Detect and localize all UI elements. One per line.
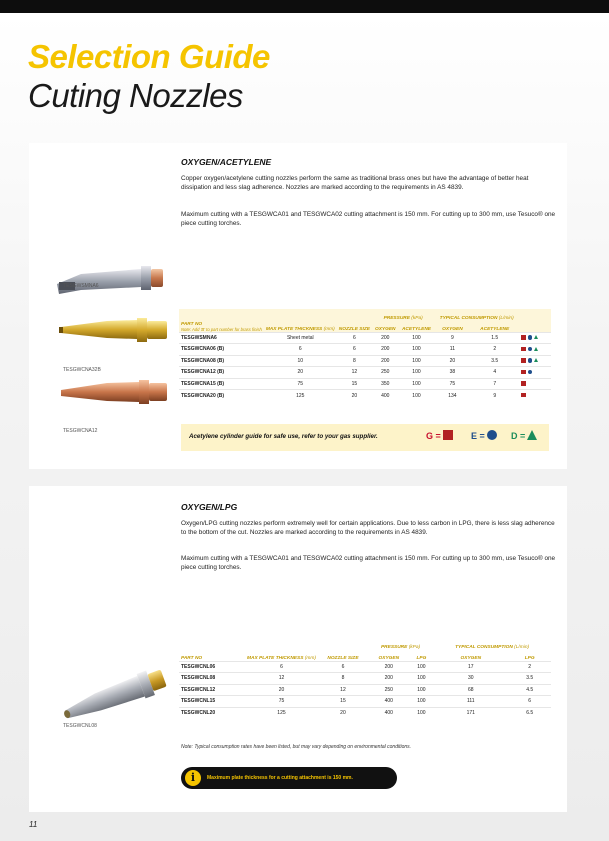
cell-part: TESGWCNA12 (B) xyxy=(179,367,264,379)
legend-d xyxy=(511,430,537,441)
table-row xyxy=(179,707,551,719)
table-row xyxy=(179,344,551,356)
cell-p-oxy: 200 xyxy=(368,661,410,673)
square-icon xyxy=(521,381,526,386)
col-max-unit: (mm) xyxy=(304,655,316,661)
col-lpg: LPG xyxy=(416,655,427,661)
cell-p-lpg: 100 xyxy=(410,661,434,673)
cell-size: 6 xyxy=(318,661,368,673)
table-row xyxy=(179,378,551,390)
cell-size: 8 xyxy=(337,355,372,367)
cell-max: 20 xyxy=(245,684,318,696)
cell-part: TESGWCNL08 xyxy=(179,673,245,685)
top-bar xyxy=(0,0,609,13)
cell-c-lpg: 6.5 xyxy=(508,707,551,719)
table-row xyxy=(179,661,551,673)
nozzle-label: TESGWCNA32B xyxy=(63,367,101,373)
cell-part: TESGWCNA08 (B) xyxy=(179,355,264,367)
cell-size: 15 xyxy=(318,696,368,708)
cell-c-ace: 7 xyxy=(470,378,519,390)
col-acetylene: ACETYLENE xyxy=(401,326,431,332)
cell-size: 12 xyxy=(318,684,368,696)
legend-e xyxy=(471,430,497,441)
cell-p-ace: 100 xyxy=(399,367,435,379)
cell-max: 125 xyxy=(245,707,318,719)
acetylene-paragraph-1: Copper oxygen/acetylene cutting nozzles perform the same as traditional brass ones but have the advantage of better heat dissipation and less slag adherence. Nozzles are marked according to the requirements in AS 4839. xyxy=(181,175,529,191)
cell-size: 20 xyxy=(337,390,372,402)
cell-size: 6 xyxy=(337,344,372,356)
cell-c-lpg: 6 xyxy=(508,696,551,708)
cell-c-oxy: 9 xyxy=(434,332,470,344)
col-consumption: TYPICAL CONSUMPTION xyxy=(455,644,513,650)
acetylene-table xyxy=(179,309,551,401)
cell-size: 8 xyxy=(318,673,368,685)
square-icon xyxy=(521,347,526,352)
col-part: PART NO xyxy=(181,655,203,661)
col-pressure: PRESSURE xyxy=(383,315,410,321)
col-consumption: TYPICAL CONSUMPTION xyxy=(439,315,498,321)
cell-c-oxy: 75 xyxy=(434,378,470,390)
cylinder-icons xyxy=(519,390,551,402)
triangle-icon xyxy=(534,347,538,351)
table-row xyxy=(179,332,551,344)
cell-part: TESGWSMNA6 xyxy=(179,332,264,344)
nozzle-label: TESGWSMNA6 xyxy=(63,283,99,289)
cell-p-oxy: 200 xyxy=(372,344,399,356)
cell-p-oxy: 400 xyxy=(372,390,399,402)
cell-c-ace: 2 xyxy=(470,344,519,356)
square-icon xyxy=(443,430,453,440)
col-oxygen: OXYGEN xyxy=(442,326,463,332)
cell-size: 12 xyxy=(337,367,372,379)
cell-p-oxy: 250 xyxy=(372,367,399,379)
table-row xyxy=(179,696,551,708)
cell-c-oxy: 38 xyxy=(434,367,470,379)
circle-icon xyxy=(528,370,533,375)
lpg-paragraph-2: Maximum cutting with a TESGWCA01 and TESGWCA02 cutting attachment is 150 mm. For cutting up to 300 mm, use Tesuco® one piece cutting torches. xyxy=(181,555,556,571)
nozzle-cnl08-image xyxy=(57,666,177,726)
info-banner xyxy=(181,767,397,789)
col-consumption-unit: (L/min) xyxy=(514,644,530,650)
cell-p-ace: 100 xyxy=(399,378,435,390)
cylinder-guide-bar xyxy=(181,424,549,451)
table-row xyxy=(179,367,551,379)
square-icon xyxy=(521,335,526,340)
circle-icon xyxy=(487,430,497,440)
legend-g xyxy=(426,430,453,441)
cell-max: 75 xyxy=(264,378,337,390)
col-max: MAX PLATE THICKNESS xyxy=(265,326,323,332)
page-subtitle: Cuting Nozzles xyxy=(28,77,243,114)
acetylene-section xyxy=(29,143,567,469)
cylinder-icons xyxy=(519,355,551,367)
cell-max: 125 xyxy=(264,390,337,402)
cell-p-oxy: 400 xyxy=(368,707,410,719)
cell-part: TESGWCNA15 (B) xyxy=(179,378,264,390)
acetylene-heading: OXYGEN/ACETYLENE xyxy=(181,157,272,167)
legend-d-label: D = xyxy=(511,431,526,441)
lpg-paragraph-1: Oxygen/LPG cutting nozzles perform extremely well for certain applications. Due to less carbon in LPG, there is less slag adherence to the bottom of the cut. Nozzles are marked according to the requirements in AS 4839. xyxy=(181,520,555,536)
cell-c-oxy: 17 xyxy=(433,661,508,673)
nozzle-cna12-image xyxy=(57,377,173,407)
cell-c-lpg: 3.5 xyxy=(508,673,551,685)
cell-size: 20 xyxy=(318,707,368,719)
consumption-note: Note: Typical consumption rates have been listed, but may vary depending on environmental conditions. xyxy=(181,744,412,750)
cell-c-oxy: 134 xyxy=(434,390,470,402)
cylinder-icons xyxy=(519,378,551,390)
cell-p-ace: 100 xyxy=(399,355,435,367)
square-icon xyxy=(521,393,526,398)
cell-max: 12 xyxy=(245,673,318,685)
col-part: PART NO xyxy=(181,321,203,327)
cell-c-oxy: 68 xyxy=(433,684,508,696)
square-icon xyxy=(521,358,526,363)
col-size: NOZZLE SIZE xyxy=(338,326,370,332)
cell-c-ace: 9 xyxy=(470,390,519,402)
table-row xyxy=(179,390,551,402)
table-row xyxy=(179,673,551,685)
circle-icon xyxy=(528,335,533,340)
triangle-icon xyxy=(527,430,537,440)
cell-p-lpg: 100 xyxy=(410,673,434,685)
col-max-unit: (mm) xyxy=(323,326,335,332)
nozzle-label: TESGWCNA12 xyxy=(63,428,98,434)
col-max: MAX PLATE THICKNESS xyxy=(247,655,304,661)
cell-p-oxy: 200 xyxy=(368,673,410,685)
cell-part: TESGWCNL15 xyxy=(179,696,245,708)
cell-max: Sheet metal xyxy=(264,332,337,344)
circle-icon xyxy=(528,347,533,352)
lpg-table xyxy=(179,638,551,719)
lpg-heading: OXYGEN/LPG xyxy=(181,502,238,512)
info-banner-text: Maximum plate thickness for a cutting attachment is 150 mm. xyxy=(207,775,353,781)
cell-p-oxy: 350 xyxy=(372,378,399,390)
cell-c-oxy: 30 xyxy=(433,673,508,685)
cell-size: 6 xyxy=(337,332,372,344)
cell-p-lpg: 100 xyxy=(410,684,434,696)
cell-p-oxy: 400 xyxy=(368,696,410,708)
cell-part: TESGWCNL20 xyxy=(179,707,245,719)
cylinder-icons xyxy=(519,332,551,344)
col-acetylene: ACETYLENE xyxy=(480,326,510,332)
cell-p-ace: 100 xyxy=(399,332,435,344)
cell-max: 6 xyxy=(264,344,337,356)
cylinder-icons xyxy=(519,367,551,379)
legend-e-label: E = xyxy=(471,431,485,441)
cell-max: 75 xyxy=(245,696,318,708)
cylinder-icons xyxy=(519,344,551,356)
cell-c-oxy: 171 xyxy=(433,707,508,719)
cell-c-oxy: 11 xyxy=(434,344,470,356)
cell-p-oxy: 200 xyxy=(372,355,399,367)
cell-c-lpg: 2 xyxy=(508,661,551,673)
col-pressure-unit: (kPa) xyxy=(408,644,421,650)
cell-c-lpg: 4.5 xyxy=(508,684,551,696)
square-icon xyxy=(521,370,526,375)
cell-c-ace: 1.5 xyxy=(470,332,519,344)
cell-c-ace: 4 xyxy=(470,367,519,379)
table-row xyxy=(179,355,551,367)
cell-part: TESGWCNL06 xyxy=(179,661,245,673)
cell-p-oxy: 200 xyxy=(372,332,399,344)
info-icon: i xyxy=(185,770,201,786)
cell-c-oxy: 111 xyxy=(433,696,508,708)
part-note: Note: Add 'B' to part number for brass finish xyxy=(181,326,262,332)
cell-part: TESGWCNA06 (B) xyxy=(179,344,264,356)
cell-p-lpg: 100 xyxy=(410,707,434,719)
cell-max: 6 xyxy=(245,661,318,673)
nozzle-smna6-image xyxy=(51,260,171,300)
cell-p-ace: 100 xyxy=(399,390,435,402)
cell-max: 10 xyxy=(264,355,337,367)
cell-part: TESGWCNL12 xyxy=(179,684,245,696)
col-consumption-unit: (L/min) xyxy=(498,315,514,321)
circle-icon xyxy=(528,358,533,363)
cylinder-guide-text: Acetylene cylinder guide for safe use, refer to your gas supplier. xyxy=(189,433,378,440)
page-title: Selection Guide xyxy=(28,38,270,75)
col-oxygen: OXYGEN xyxy=(460,655,482,661)
col-lpg: LPG xyxy=(524,655,535,661)
cell-p-oxy: 250 xyxy=(368,684,410,696)
cell-c-ace: 3.5 xyxy=(470,355,519,367)
cell-p-lpg: 100 xyxy=(410,696,434,708)
nozzle-cna32b-image xyxy=(57,315,173,345)
lpg-section xyxy=(29,486,567,812)
page-number: 11 xyxy=(29,820,38,829)
cell-c-oxy: 20 xyxy=(434,355,470,367)
cell-max: 20 xyxy=(264,367,337,379)
legend-g-label: G = xyxy=(426,431,441,441)
cell-p-ace: 100 xyxy=(399,344,435,356)
acetylene-paragraph-2: Maximum cutting with a TESGWCA01 and TESGWCA02 cutting attachment is 150 mm. For cutting up to 300 mm, use Tesuco® one piece cutting torches. xyxy=(181,211,556,227)
col-oxygen: OXYGEN xyxy=(378,655,400,661)
col-pressure: PRESSURE xyxy=(380,644,408,650)
col-size: NOZZLE SIZE xyxy=(327,655,359,661)
col-pressure-unit: (kPa) xyxy=(411,315,423,321)
triangle-icon xyxy=(534,358,538,362)
cell-size: 15 xyxy=(337,378,372,390)
nozzle-label: TESGWCNL08 xyxy=(63,723,97,729)
col-oxygen: OXYGEN xyxy=(374,326,396,332)
triangle-icon xyxy=(534,335,538,339)
cell-part: TESGWCNA20 (B) xyxy=(179,390,264,402)
table-row xyxy=(179,684,551,696)
